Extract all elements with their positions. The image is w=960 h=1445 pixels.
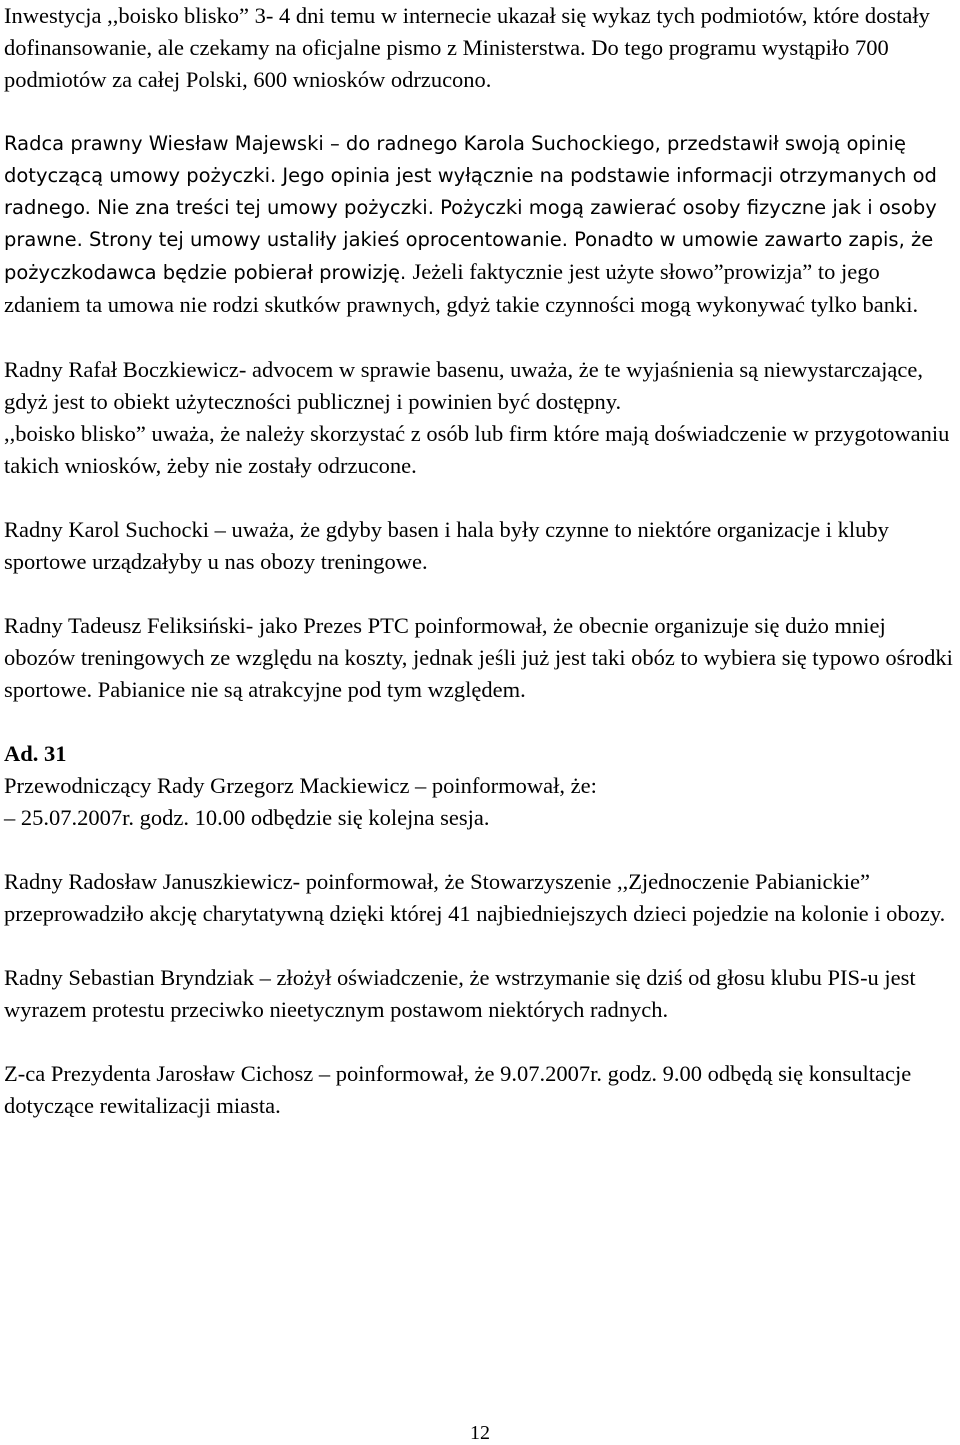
paragraph-gap: [4, 482, 960, 514]
paragraph-legal-opinion: [4, 128, 960, 322]
paragraph-boisko-blisko-investment: Inwestycja ,,boisko blisko” 3- 4 dni temu w internecie ukazał się wykaz tych podmiotów, które dostały dofinansowanie, ale czekamy na oficjalne pismo z Ministerstwa. Do tego programu wystąpiło 700 podmiotów za całej Polski, 600 wniosków odrzucono.: [4, 3, 930, 92]
paragraph-januszkiewicz: Radny Radosław Januszkiewicz- poinformował, że Stowarzyszenie ,,Zjednoczenie Pabianickie” przeprowadziło akcję charytatywną dzięki której 41 najbiedniejszych dzieci pojedzie na kolonie i obozy.: [4, 869, 946, 926]
paragraph-gap: [4, 834, 960, 866]
paragraph-feliksinski: Radny Tadeusz Feliksiński- jako Prezes PTC poinformował, że obecnie organizuje się dużo mniej obozów treningowych ze względu na koszty, jednak jeśli już jest taki obóz to wybiera się typowo ośrodki sportowe. Pabianice nie są atrakcyjne pod tym względem.: [4, 613, 953, 702]
paragraph-mackiewicz: Przewodniczący Rady Grzegorz Mackiewicz – poinformował, że:: [4, 773, 597, 798]
paragraph-gap: [4, 1026, 960, 1058]
section-heading-ad-31: Ad. 31: [4, 741, 67, 766]
paragraph-boisko-blisko-opinion: ,,boisko blisko” uważa, że należy skorzystać z osób lub firm które mają doświadczenie w przygotowaniu takich wniosków, żeby nie zostały odrzucone.: [4, 421, 950, 478]
paragraph-gap: [4, 706, 960, 738]
paragraph-suchocki: Radny Karol Suchocki – uważa, że gdyby basen i hala były czynne to niektóre organizacje i kluby sportowe urządzałyby u nas obozy treningowe.: [4, 517, 889, 574]
paragraph-gap: [4, 322, 960, 354]
paragraph-gap: [4, 578, 960, 610]
paragraph-gap: [4, 96, 960, 128]
paragraph-bryndziak: Radny Sebastian Bryndziak – złożył oświadczenie, że wstrzymanie się dziś od głosu klubu PIS-u jest wyrazem protestu przeciwko nieetycznym postawom niektórych radnych.: [4, 965, 916, 1022]
page-number: 12: [470, 1422, 490, 1444]
paragraph-cichosz: Z-ca Prezydenta Jarosław Cichosz – poinformował, że 9.07.2007r. godz. 9.00 odbędą się konsultacje dotyczące rewitalizacji miasta.: [4, 1061, 912, 1118]
list-item-session-date: – 25.07.2007r. godz. 10.00 odbędzie się kolejna sesja.: [4, 805, 490, 830]
legal-opinion-intro: Radca prawny Wiesław Majewski – do radnego Karola Suchockiego, przedstawił swoją opinię dotyczącą umowy pożyczki.: [4, 132, 906, 187]
paragraph-boczkiewicz: Radny Rafał Boczkiewicz- advocem w sprawie basenu, uważa, że te wyjaśnienia są niewystarczające, gdyż jest to obiekt użyteczności publicznej i powinien być dostępny.: [4, 357, 923, 414]
legal-opinion-conclusion: Jeżeli faktycznie jest użyte słowo”prowizja” to jego zdaniem ta umowa nie rodzi skutków prawnych, gdyż takie czynności mogą wykonywać tylko banki.: [4, 259, 919, 317]
document-page: [4, 0, 960, 1122]
legal-opinion-body: Jego opinia jest wyłącznie na podstawie informacji otrzymanych od radnego. Nie zna treści tej umowy pożyczki. Pożyczki mogą zawierać osoby fizyczne jak i osoby prawne. Strony tej umowy ustaliły jakieś oprocentowanie. Ponadto w umowie zawarto zapis, że pożyczkodawca będzie pobierał prowizję.: [4, 164, 937, 284]
paragraph-gap: [4, 930, 960, 962]
